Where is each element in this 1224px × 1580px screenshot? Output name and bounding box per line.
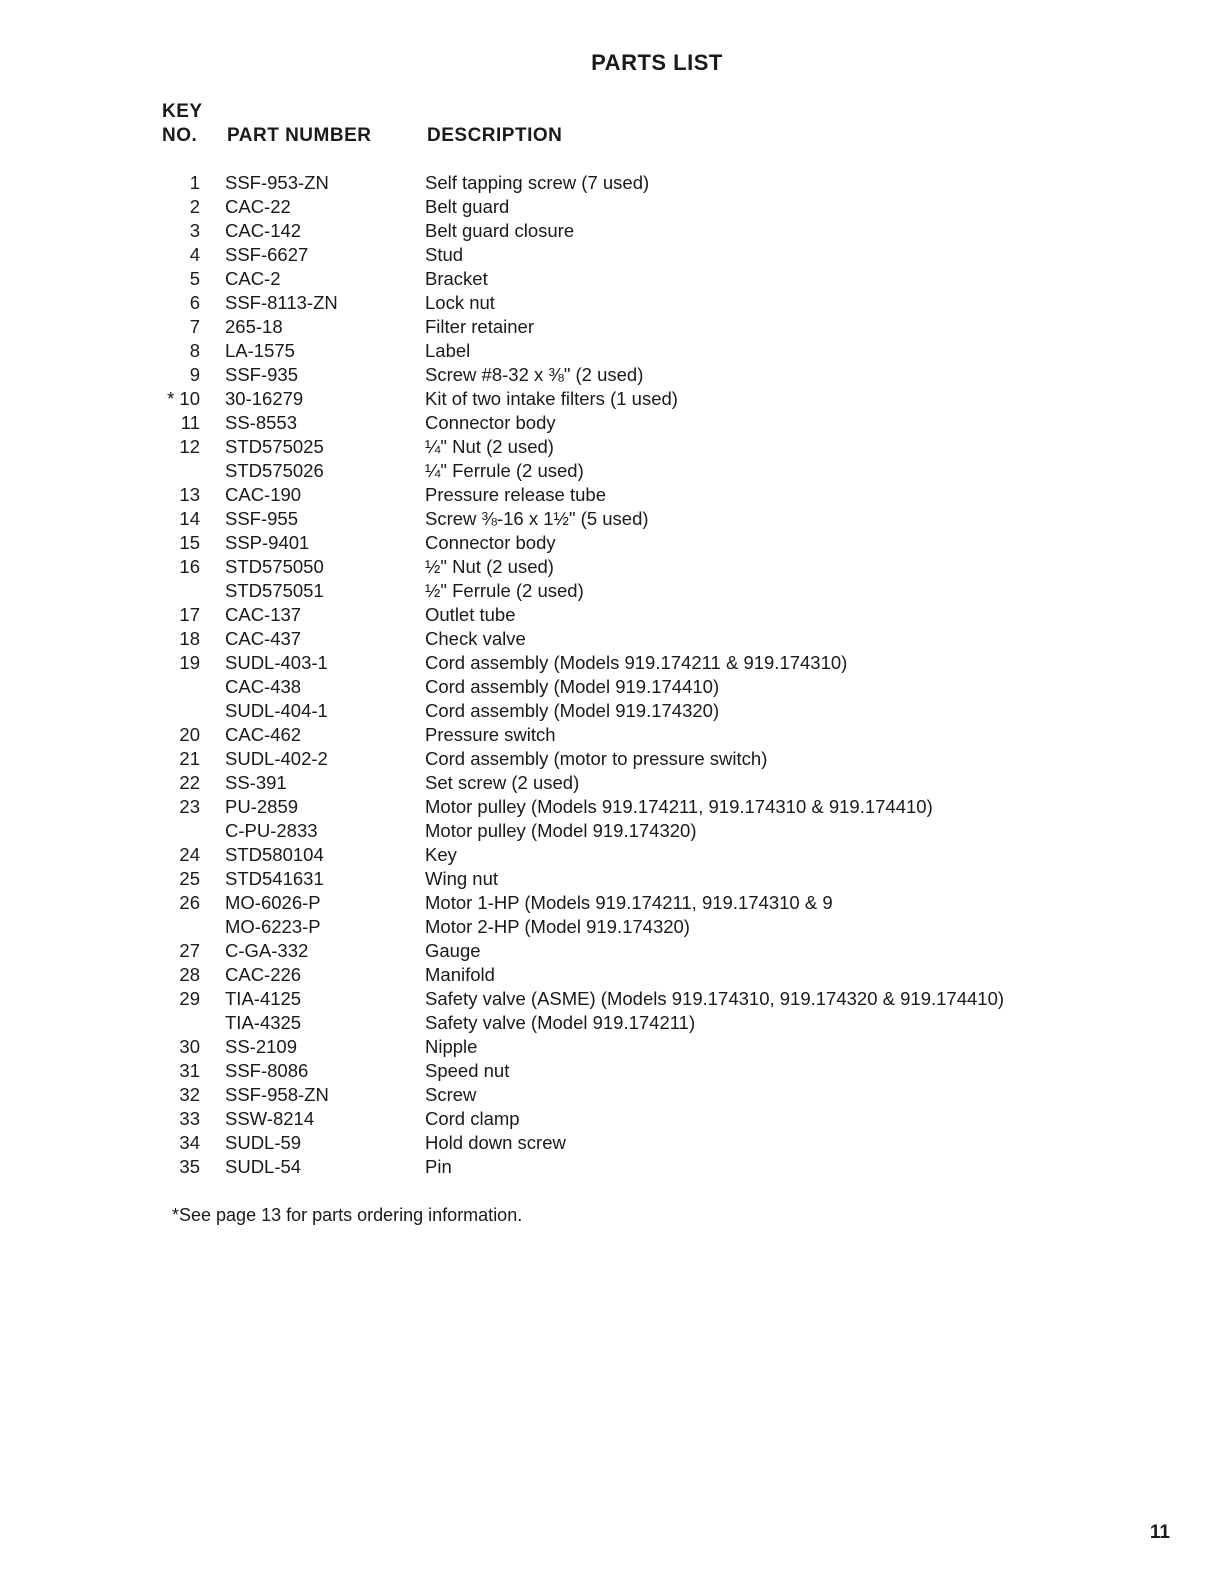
part-description: Cord assembly (Model 919.174410) [425, 676, 720, 697]
table-row [150, 963, 1050, 987]
key-number: 23 [179, 796, 200, 817]
part-description: Manifold [425, 964, 495, 985]
part-number: SS-2109 [225, 1036, 297, 1057]
part-number: SSF-935 [225, 364, 299, 385]
part-description: Connector body [425, 412, 556, 433]
parts-table [150, 171, 1050, 1179]
part-description: ¼" Ferrule (2 used) [425, 460, 584, 481]
part-description: Pressure release tube [425, 484, 606, 505]
part-number: CAC-142 [225, 220, 302, 241]
table-row [150, 891, 1050, 915]
table-row [150, 795, 1050, 819]
part-description: Gauge [425, 940, 481, 961]
key-number: 14 [179, 508, 200, 529]
part-number: SSF-958-ZN [225, 1084, 329, 1105]
table-row [150, 603, 1050, 627]
table-row [150, 1011, 1050, 1035]
part-description: Bracket [425, 268, 488, 289]
part-number: STD575051 [225, 580, 324, 601]
part-number: MO-6026-P [225, 892, 321, 913]
part-number: SS-391 [225, 772, 287, 793]
key-number: 27 [179, 940, 200, 961]
part-description: ¼" Nut (2 used) [425, 436, 554, 457]
key-number: 34 [179, 1132, 200, 1153]
part-description: Cord assembly (Model 919.174320) [425, 700, 720, 721]
key-header-line2: NO. [162, 125, 198, 146]
part-number: TIA-4125 [225, 988, 302, 1009]
part-description: Connector body [425, 532, 556, 553]
key-number: 32 [179, 1084, 200, 1105]
key-number: 7 [189, 316, 200, 337]
key-number: 26 [179, 892, 200, 913]
part-description: Stud [425, 244, 464, 265]
part-description: Motor pulley (Model 919.174320) [425, 820, 697, 841]
part-number: STD575026 [225, 460, 324, 481]
part-description: Pressure switch [425, 724, 556, 745]
part-number: SSF-8086 [225, 1060, 309, 1081]
key-number: 8 [189, 340, 200, 361]
table-row [150, 747, 1050, 771]
description-header: DESCRIPTION [427, 125, 563, 146]
part-description: Set screw (2 used) [425, 772, 580, 793]
part-description: Outlet tube [425, 604, 516, 625]
key-number: 11 [180, 412, 200, 433]
table-row [150, 915, 1050, 939]
table-row [150, 411, 1050, 435]
table-row [150, 435, 1050, 459]
part-number: STD575025 [225, 436, 324, 457]
page-title: PARTS LIST [591, 50, 723, 75]
key-number: 18 [179, 628, 200, 649]
part-description: Motor 2-HP (Model 919.174320) [425, 916, 690, 937]
part-number: STD580104 [225, 844, 324, 865]
part-number: 265-18 [225, 316, 283, 337]
part-description: Safety valve (ASME) (Models 919.174310, 919.174320 & 919.174410) [425, 988, 1005, 1009]
table-row [150, 867, 1050, 891]
part-description: Wing nut [425, 868, 499, 889]
part-description: Filter retainer [425, 316, 534, 337]
part-number: CAC-22 [225, 196, 291, 217]
footnote: *See page 13 for parts ordering information. [172, 1205, 523, 1225]
part-number: SSP-9401 [225, 532, 310, 553]
part-description: Check valve [425, 628, 526, 649]
part-number: CAC-226 [225, 964, 302, 985]
part-description: Screw ⅜-16 x 1½" (5 used) [425, 508, 649, 529]
table-row [150, 651, 1050, 675]
key-number: 35 [179, 1156, 200, 1177]
part-description: Safety valve (Model 919.174211) [425, 1012, 696, 1033]
part-description: Cord clamp [425, 1108, 520, 1129]
table-row [150, 675, 1050, 699]
key-number: 12 [179, 436, 200, 457]
table-row [150, 819, 1050, 843]
table-row [150, 531, 1050, 555]
key-number: 5 [189, 268, 200, 289]
table-row [150, 1107, 1050, 1131]
part-number: CAC-437 [225, 628, 302, 649]
part-number: STD575050 [225, 556, 324, 577]
part-number: SSW-8214 [225, 1108, 315, 1129]
part-description: Kit of two intake filters (1 used) [425, 388, 678, 409]
table-row [150, 1059, 1050, 1083]
key-number: 31 [179, 1060, 200, 1081]
table-row [150, 507, 1050, 531]
part-number: SSF-8113-ZN [225, 292, 338, 313]
part-description: ½" Ferrule (2 used) [425, 580, 584, 601]
key-number: 2 [189, 196, 200, 217]
table-row [150, 363, 1050, 387]
part-description: Speed nut [425, 1060, 510, 1081]
part-number: SUDL-403-1 [225, 652, 328, 673]
part-number: STD541631 [225, 868, 324, 889]
key-number: 4 [189, 244, 200, 265]
part-description: Self tapping screw (7 used) [425, 172, 650, 193]
part-number: SUDL-404-1 [225, 700, 328, 721]
key-number: * 10 [167, 388, 200, 409]
part-number: SS-8553 [225, 412, 297, 433]
key-number: 17 [179, 604, 200, 625]
part-description: ½" Nut (2 used) [425, 556, 554, 577]
part-description: Belt guard [425, 196, 510, 217]
key-number: 24 [179, 844, 200, 865]
part-description: Cord assembly (Models 919.174211 & 919.174310) [425, 652, 848, 673]
part-description: Key [425, 844, 457, 865]
table-row [150, 267, 1050, 291]
key-number: 22 [179, 772, 200, 793]
part-description: Label [425, 340, 471, 361]
part-number: CAC-2 [225, 268, 281, 289]
part-number: MO-6223-P [225, 916, 321, 937]
key-number: 3 [189, 220, 200, 241]
table-row [150, 387, 1050, 411]
part-number: SSF-6627 [225, 244, 309, 265]
key-number: 13 [179, 484, 200, 505]
part-number: SSF-953-ZN [225, 172, 329, 193]
part-description: Belt guard closure [425, 220, 575, 241]
table-row [150, 1035, 1050, 1059]
table-row [150, 483, 1050, 507]
table-row [150, 627, 1050, 651]
table-row [150, 195, 1050, 219]
part-number: CAC-462 [225, 724, 302, 745]
part-description: Nipple [425, 1036, 478, 1057]
table-row [150, 219, 1050, 243]
table-row [150, 1131, 1050, 1155]
table-row [150, 987, 1050, 1011]
table-row [150, 339, 1050, 363]
part-number: C-PU-2833 [225, 820, 318, 841]
key-number: 28 [179, 964, 200, 985]
part-number: LA-1575 [225, 340, 295, 361]
key-number: 9 [189, 364, 200, 385]
key-number: 33 [179, 1108, 200, 1129]
table-row [150, 459, 1050, 483]
part-number: PU-2859 [225, 796, 299, 817]
table-row [150, 939, 1050, 963]
table-row [150, 579, 1050, 603]
part-number-header: PART NUMBER [227, 125, 372, 146]
key-number: 6 [189, 292, 200, 313]
part-description: Motor pulley (Models 919.174211, 919.174310 & 919.174410) [425, 796, 933, 817]
table-row [150, 291, 1050, 315]
key-number: 20 [179, 724, 200, 745]
table-row [150, 723, 1050, 747]
part-description: Lock nut [425, 292, 495, 313]
part-description: Motor 1-HP (Models 919.174211, 919.174310 & 9 [425, 892, 833, 913]
part-number: CAC-137 [225, 604, 302, 625]
table-row [150, 1155, 1050, 1179]
key-number: 16 [179, 556, 200, 577]
table-row [150, 699, 1050, 723]
part-description: Pin [425, 1156, 452, 1177]
part-number: SUDL-59 [225, 1132, 302, 1153]
key-number: 15 [179, 532, 200, 553]
table-row [150, 843, 1050, 867]
key-number: 1 [189, 172, 200, 193]
part-number: SSF-955 [225, 508, 299, 529]
part-number: CAC-438 [225, 676, 302, 697]
part-number: CAC-190 [225, 484, 302, 505]
table-row [150, 1083, 1050, 1107]
table-row [150, 771, 1050, 795]
key-header-line1: KEY [162, 101, 203, 122]
key-number: 29 [179, 988, 200, 1009]
key-number: 19 [179, 652, 200, 673]
table-row [150, 315, 1050, 339]
part-description: Hold down screw [425, 1132, 566, 1153]
key-number: 25 [179, 868, 200, 889]
table-row [150, 171, 1050, 195]
part-number: C-GA-332 [225, 940, 309, 961]
page-number: 11 [1149, 1522, 1170, 1543]
part-number: SUDL-54 [225, 1156, 302, 1177]
part-description: Screw [425, 1084, 477, 1105]
table-row [150, 243, 1050, 267]
part-description: Cord assembly (motor to pressure switch) [425, 748, 768, 769]
key-number: 21 [179, 748, 200, 769]
part-number: SUDL-402-2 [225, 748, 328, 769]
part-number: 30-16279 [225, 388, 304, 409]
key-number: 30 [179, 1036, 200, 1057]
table-row [150, 555, 1050, 579]
part-description: Screw #8-32 x ⅜" (2 used) [425, 364, 644, 385]
part-number: TIA-4325 [225, 1012, 302, 1033]
